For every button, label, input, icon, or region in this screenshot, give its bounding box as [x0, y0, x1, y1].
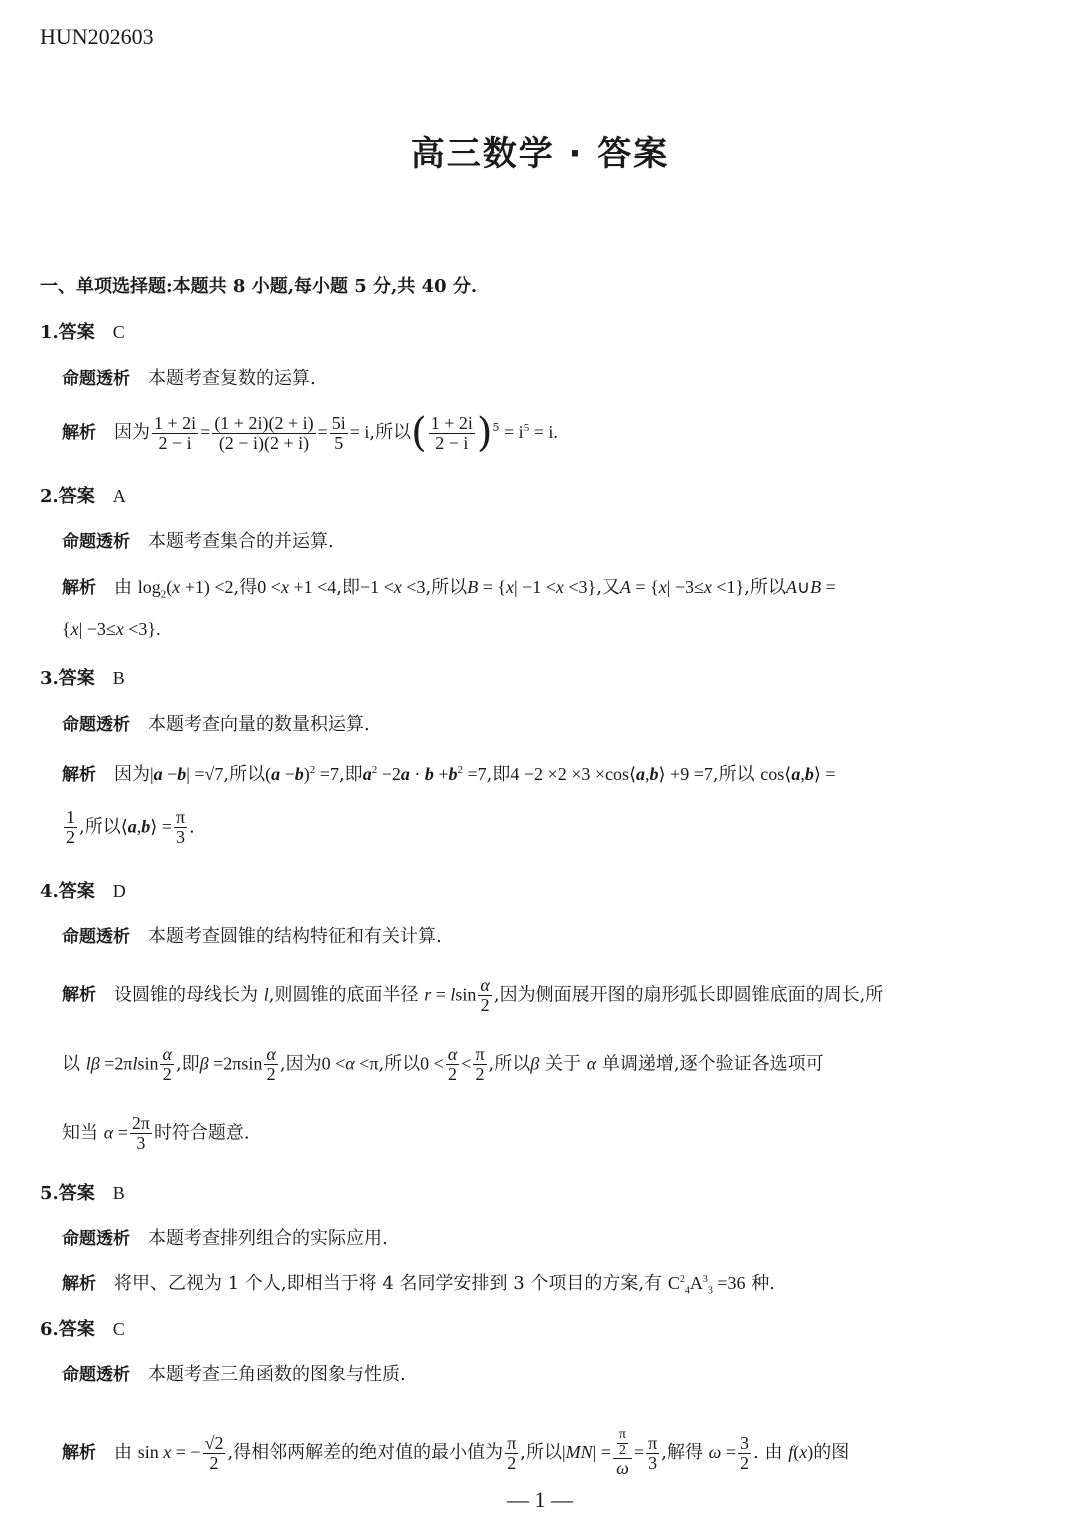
intent-line-2: 命题透析 本题考查集合的并运算. [62, 531, 334, 552]
intent-line-6: 命题透析 本题考查三角函数的图象与性质. [62, 1364, 406, 1385]
solution-line-2-cont: {x| −3≤x <3}. [62, 619, 161, 639]
solution-line-4: 解析 设圆锥的母线长为 l,则圆锥的底面半径 r = lsin $\frac{\alpha}{2}$ ,因为侧面展开图的扇形弧长即圆锥底面的周长,所 [62, 975, 884, 1015]
page-number: — 1 — [507, 1487, 573, 1512]
intent-line-4: 命题透析 本题考查圆锥的结构特征和有关计算. [62, 926, 442, 947]
intent-line-1: 命题透析 本题考查复数的运算. [62, 368, 316, 389]
answer-line-4: 4.答案 D [40, 881, 126, 902]
solution-line-3: 解析 因为|a −b| =√7,所以$(a -b)^2 =7$,即$a^2 -2a \cdot b +b^2 =7$,即4 −2 ×2 ×3 ×cos⟨a,b⟩ +9 =7,所以 cos⟨a,b⟩ = [62, 764, 836, 785]
answer-line-1: 1.答案 C [40, 322, 125, 343]
answer-line-3: 3.答案 B [40, 668, 125, 689]
document-code: HUN202603 [40, 24, 154, 49]
solution-line-3-cont: $\frac{1}{2}$ ,所以⟨a,b⟩ = $\frac{\pi}{3}$ . [66, 807, 195, 847]
solution-line-1: 解析 因为 $\frac{1 + 2i}{2 - i}$ = $\frac{(1 + 2i)(2 + i)}{(2 - i)(2 + i)}$ = $\frac{5i}{5}$ = i,所以( $\frac{1 + 2i}{2 - i}$ )$^5 = i^5 = i$. [62, 410, 558, 456]
answer-line-5: 5.答案 B [40, 1183, 125, 1204]
solution-line-4-cont2: 知当 α = $\frac{2\pi}{3}$ 时符合题意. [62, 1113, 250, 1153]
answer-line-6: 6.答案 C [40, 1319, 125, 1340]
intent-line-3: 命题透析 本题考查向量的数量积运算. [62, 714, 370, 735]
page-title: 高三数学 · 答案 [410, 134, 670, 174]
answer-line-2: 2.答案 A [40, 486, 126, 507]
section-heading: 一、单项选择题:本题共 8 小题,每小题 5 分,共 40 分. [40, 276, 478, 297]
intent-line-5: 命题透析 本题考查排列组合的实际应用. [62, 1228, 388, 1249]
solution-line-4-cont1: 以 lβ =2πlsin $\frac{\alpha}{2}$ ,即β =2πsin $\frac{\alpha}{2}$ ,因为0 <α <π,所以0 < $\frac{\alpha}{2}$ < $\frac{\pi}{2}$ ,所以β 关于 α 单调递增,逐个验证各选项可 [62, 1044, 824, 1084]
solution-line-5: 解析 将甲、乙视为 1 个人,即相当于将 4 名同学安排到 3 个项目的方案,有 $C^2_4A^3_3 =36$ 种. [62, 1273, 775, 1297]
solution-line-6: 解析 由 sin x = − $\frac{√2}{2}$ ,得相邻两解差的绝对值的最小值为 $\frac{\pi}{2}$ ,所以|MN| = $\frac{\frac{\pi}{2}}{\omega}$ = $\frac{\pi}{3}$ ,解得 ω = $\frac{3}{2}$ . 由 f(x)的图 [62, 1427, 850, 1479]
solution-line-2: 解析 由 $\log_2(x +1) <2$,得0 <x +1 <4,即−1 <x <3,所以B = {x| −1 <x <3},又A = {x| −3≤x <1},所以A∪B = [62, 577, 836, 601]
